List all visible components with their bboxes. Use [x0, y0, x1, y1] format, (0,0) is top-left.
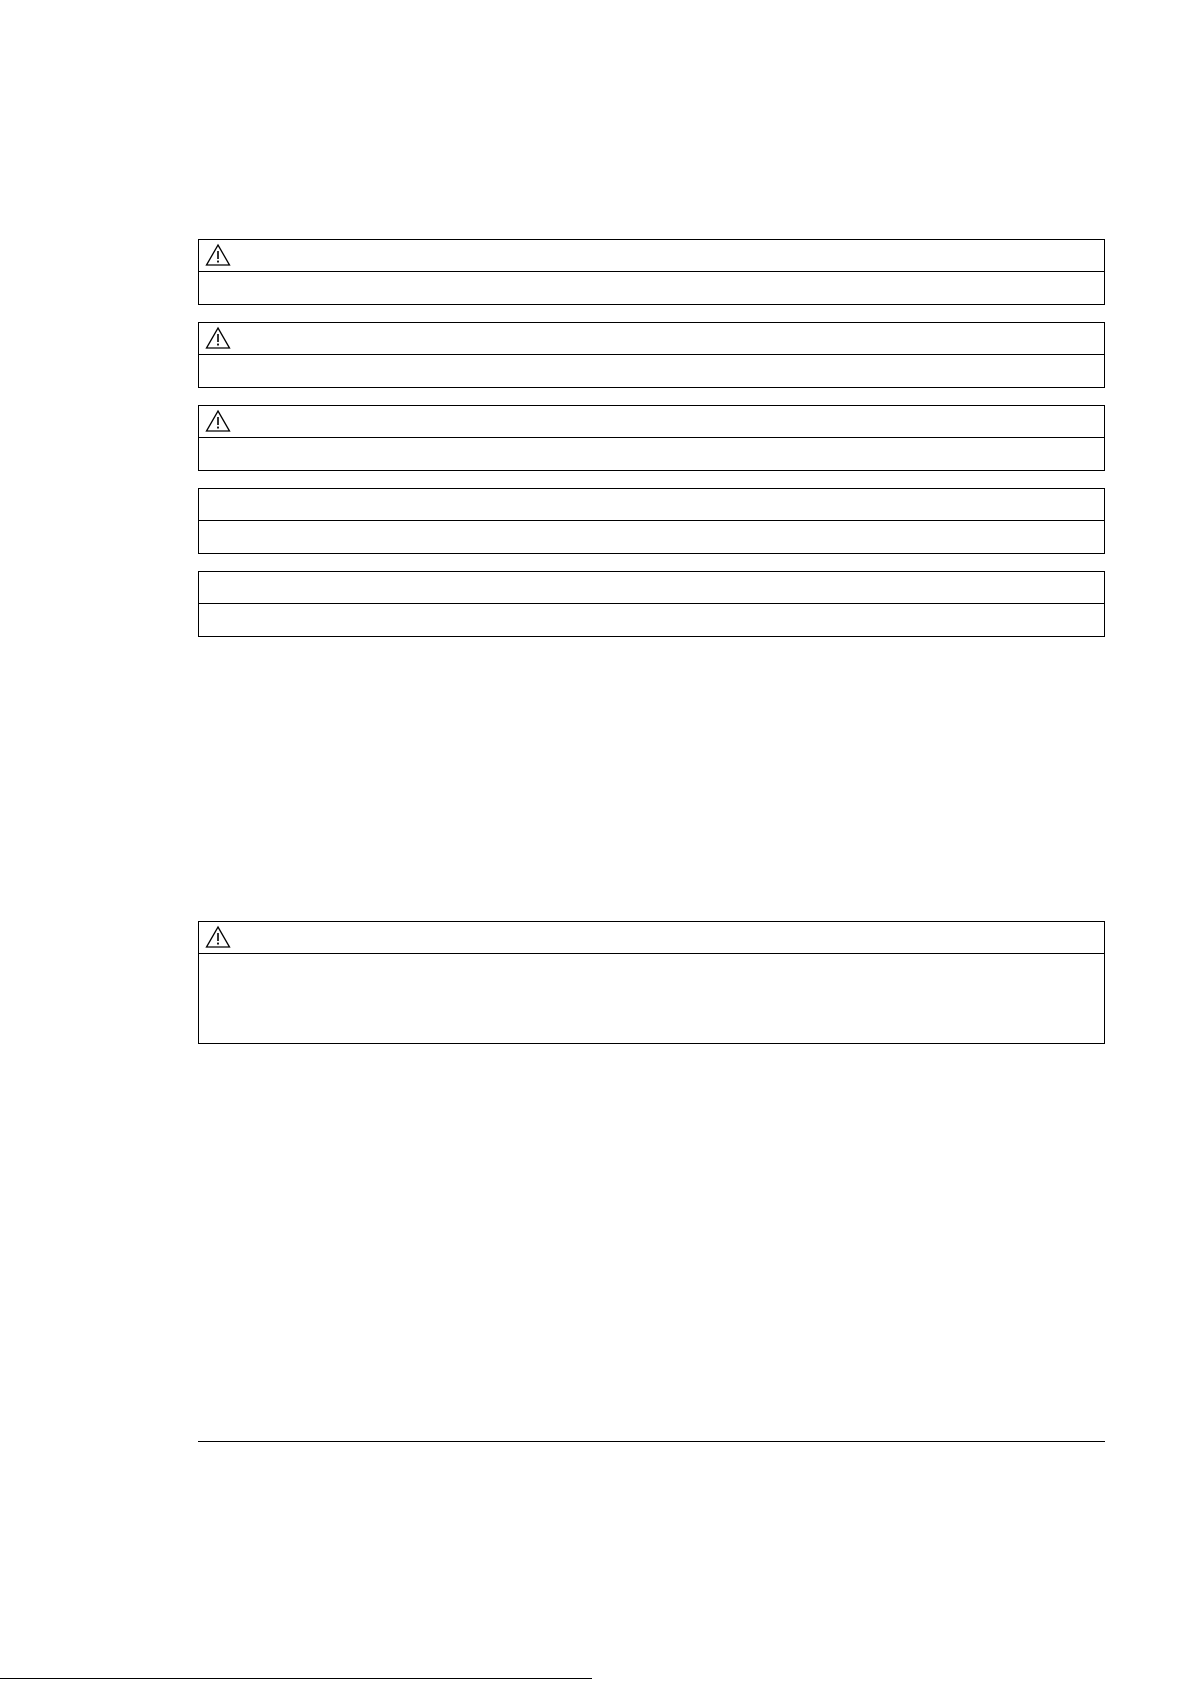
warning-notice-3 [198, 405, 1105, 471]
notice-4 [198, 488, 1105, 554]
notice-body [199, 438, 1104, 470]
warning-triangle-icon [205, 326, 231, 350]
footnote-rule [0, 1678, 592, 1679]
warning-notice-6 [198, 921, 1105, 1044]
notice-body [199, 355, 1104, 387]
warning-triangle-icon [205, 925, 231, 949]
notice-body [199, 272, 1104, 304]
warning-notice-2 [198, 322, 1105, 388]
notice-body [199, 604, 1104, 636]
warning-triangle-icon [205, 409, 231, 433]
notice-header [199, 406, 1104, 438]
notice-header [199, 922, 1104, 954]
notice-header [199, 489, 1104, 521]
warning-notice-1 [198, 239, 1105, 305]
notice-header [199, 572, 1104, 604]
notice-header [199, 240, 1104, 272]
notice-5 [198, 571, 1105, 637]
notice-header [199, 323, 1104, 355]
notice-body [199, 521, 1104, 553]
warning-triangle-icon [205, 243, 231, 267]
notice-body [199, 954, 1104, 1043]
footer-rule [198, 1441, 1105, 1442]
